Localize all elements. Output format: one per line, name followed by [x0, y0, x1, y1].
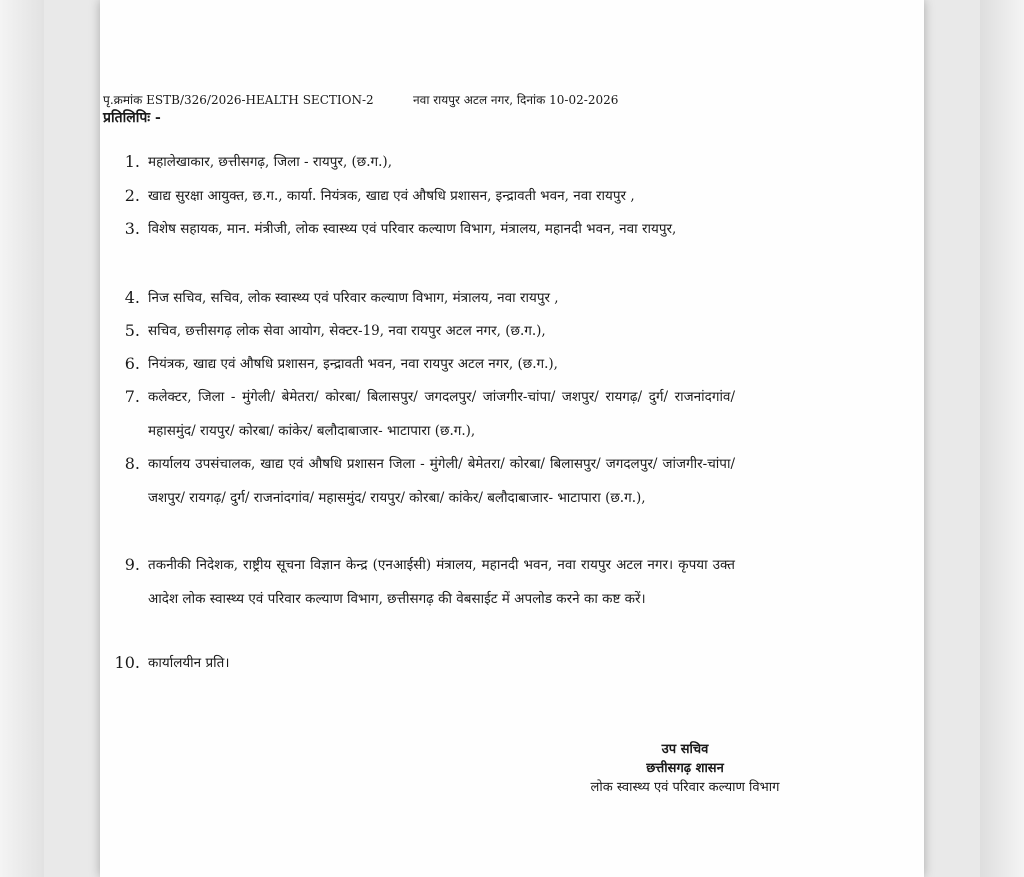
viewer-right-margin [980, 0, 1024, 877]
signatory-department: लोक स्वास्थ्य एवं परिवार कल्याण विभाग [590, 780, 780, 795]
list-item-5 [110, 314, 735, 348]
place-and-date: नवा रायपुर अटल नगर, दिनांक 10-02-2026 [413, 93, 619, 107]
list-item-3 [110, 212, 735, 246]
signatory-government: छत्तीसगढ़ शासन [646, 761, 724, 776]
list-item-number: 3. [124, 219, 140, 238]
reference-number: पृ.क्रमांक ESTB/326/2026-HEALTH SECTION-2 [103, 93, 374, 107]
list-item-text: सचिव, छत्तीसगढ़ लोक सेवा आयोग, सेक्टर-19, नवा रायपुर अटल नगर, (छ.ग.), [148, 323, 546, 339]
list-item-2 [110, 179, 735, 213]
signature-block [555, 740, 815, 797]
list-item-text: कार्यालय उपसंचालक, खाद्य एवं औषधि प्रशासन जिला - मुंगेली/ बेमेतरा/ कोरबा/ बिलासपुर/ जगदलपुर/ जांजगीर-चांपा/ जशपुर/ रायगढ़/ दुर्ग/ राजनांदगांव/ महासमुंद/ रायपुर/ कोरबा/ कांकेर/ बलौदाबाजार- भाटापारा (छ.ग.), [148, 456, 735, 506]
list-item-text: कलेक्टर, जिला - मुंगेली/ बेमेतरा/ कोरबा/ बिलासपुर/ जगदलपुर/ जांजगीर-चांपा/ जशपुर/ रायगढ़/ दुर्ग/ राजनांदगांव/ महासमुंद/ रायपुर/ कोरबा/ कांकेर/ बलौदाबाजार- भाटापारा (छ.ग.), [148, 389, 735, 439]
list-item-number: 10. [114, 653, 140, 672]
list-item-6 [110, 347, 735, 381]
list-item-7 [110, 380, 735, 448]
list-item-8 [110, 447, 735, 515]
list-item-number: 9. [124, 555, 140, 574]
list-item-4 [110, 281, 735, 315]
list-item-number: 1. [124, 152, 140, 171]
list-item-text: महालेखाकार, छत्तीसगढ़, जिला - रायपुर, (छ.ग.), [148, 154, 392, 170]
list-item-number: 2. [124, 186, 140, 205]
list-item-text: तकनीकी निदेशक, राष्ट्रीय सूचना विज्ञान केन्द्र (एनआईसी) मंत्रालय, महानदी भवन, नवा रायपुर अटल नगर। कृपया उक्त आदेश लोक स्वास्थ्य एवं परिवार कल्याण विभाग, छत्तीसगढ़ की वेबसाईट में अपलोड करने का कष्ट करें। [148, 557, 735, 607]
list-item-number: 6. [124, 354, 140, 373]
list-item-text: खाद्य सुरक्षा आयुक्त, छ.ग., कार्या. नियंत्रक, खाद्य एवं औषधि प्रशासन, इन्द्रावती भवन, नवा रायपुर , [148, 188, 635, 204]
list-item-1 [110, 145, 735, 179]
list-item-number: 4. [124, 288, 140, 307]
list-item-text: नियंत्रक, खाद्य एवं औषधि प्रशासन, इन्द्रावती भवन, नवा रायपुर अटल नगर, (छ.ग.), [148, 356, 558, 372]
list-item-number: 7. [124, 387, 140, 406]
list-item-text: विशेष सहायक, मान. मंत्रीजी, लोक स्वास्थ्य एवं परिवार कल्याण विभाग, मंत्रालय, महानदी भवन, नवा रायपुर, [148, 221, 677, 237]
list-item-number: 5. [124, 321, 140, 340]
reference-line [103, 92, 703, 108]
list-item-number: 8. [124, 454, 140, 473]
list-item-text: निज सचिव, सचिव, लोक स्वास्थ्य एवं परिवार कल्याण विभाग, मंत्रालय, नवा रायपुर , [148, 290, 559, 306]
list-item-10 [102, 646, 727, 680]
copy-to-heading: प्रतिलिपिः - [103, 110, 161, 126]
list-item-9 [110, 548, 735, 616]
signatory-designation: उप सचिव [661, 742, 709, 757]
list-item-text: कार्यालयीन प्रति। [148, 655, 230, 671]
viewer-left-margin [0, 0, 44, 877]
